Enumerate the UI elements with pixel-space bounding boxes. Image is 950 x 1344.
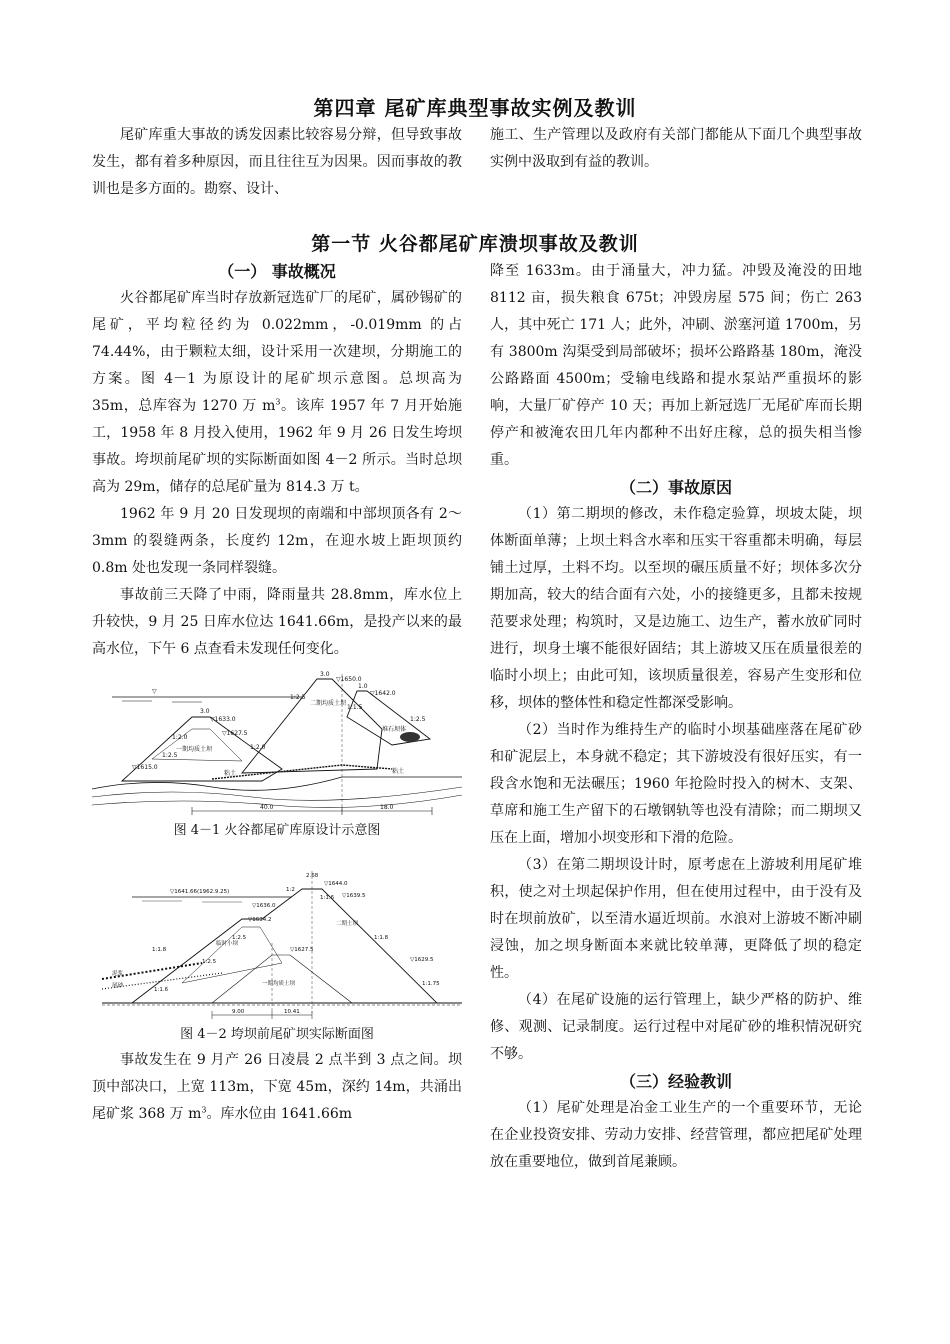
fig1-label: ▽1627.5: [222, 730, 248, 737]
fig2-label: 临时小坝: [216, 941, 239, 947]
svg-text:▽: ▽: [152, 688, 157, 695]
fig1-label: 粘土: [392, 768, 405, 775]
subsection-heading: （三）经验教训: [619, 1072, 732, 1091]
fig1-label: 1:2.0: [172, 734, 188, 741]
fig1-label: 40.0: [260, 804, 274, 811]
figure-4-2: [92, 863, 462, 1023]
fig2-label: ▽1627.5: [290, 947, 314, 953]
fig1-label: ▽1615.0: [132, 764, 158, 771]
paragraph: [92, 285, 462, 501]
fig1-label: 18.0: [380, 804, 394, 811]
fig1-label: 一期均质土坝: [176, 746, 213, 753]
fig2-label: ▽1629.5: [410, 957, 434, 963]
fig1-label: 3.0: [200, 708, 210, 715]
fig1-label: 1:2.5: [290, 694, 306, 701]
subsection-heading: （一） 事故概况: [218, 262, 336, 281]
fig1-label: 二期均质土坝: [310, 700, 347, 707]
fig1-label: 1:2.5: [162, 752, 178, 759]
fig1-label: 1:2.0: [250, 744, 266, 751]
fig2-label: 2.68: [306, 873, 319, 879]
figure-4-1-drawing: [92, 669, 462, 819]
fig2-label: 1:2.5: [202, 959, 217, 965]
left-column: [92, 258, 462, 1128]
superscript: 3: [275, 397, 281, 407]
paragraph: （2）当时作为维持生产的临时小坝基础座落在尾矿砂和矿泥层上，本身就不稳定；其下游坡没有很好压实，有一段含水饱和无法碾压；1960 年抢险时投入的树木、支架、草席和施工生产留下的石墩钢轨等也没有清除；而二期坝又压在上面，增加小坝变形和下滑的危险。: [490, 722, 862, 846]
fig1-label: ▽1642.0: [370, 690, 396, 697]
fig1-label: ▽1633.0: [210, 716, 236, 723]
fig1-label: 1:2.5: [410, 716, 426, 723]
intro-paragraph: 尾矿库重大事故的诱发因素比较容易分辩，但导致事故发生，都有着多种原因，而且往往互为因果。因而事故的教训也是多方面的。勘察、设计、: [92, 127, 462, 197]
fig1-label: ▽1650.0: [336, 676, 362, 683]
fig2-label: 二期土坝: [336, 921, 359, 927]
fig2-label: 一期均质土坝: [262, 981, 296, 987]
fig2-label: 1:1.75: [422, 981, 440, 987]
intro-left-column: [92, 122, 462, 203]
paragraph-text: 。库水位由 1641.66m: [206, 1106, 353, 1122]
fig2-label: 10.41: [284, 1009, 300, 1015]
fig2-label: ▽1641.66(1962.9.25): [170, 889, 230, 895]
fig1-label: 3.0: [320, 671, 330, 678]
fig2-label: ▽1634.2: [248, 917, 272, 923]
paragraph: （3）在第二期坝设计时，原考虑在上游坡利用尾矿堆积，使之对土坝起保护作用，但在使用过程中，由于没有及时在坝前放矿，以至清水逼近坝前。水浪对上游坡不断冲刷浸蚀，加之坝身断面本来就比较单薄，更降低了坝的稳定性。: [490, 857, 862, 981]
superscript: 3: [201, 1105, 207, 1115]
intro-right-column: [490, 122, 862, 176]
fig1-label: 1:1.5: [347, 704, 363, 711]
fig2-label: 1:2: [286, 887, 295, 893]
paragraph: （4）在尾矿设施的运行管理上，缺少严格的防护、维修、观测、记录制度。运行过程中对尾矿砂的堆积情况研究不够。: [490, 992, 862, 1062]
paragraph: 1962 年 9 月 20 日发现坝的南端和中部坝顶各有 2～3mm 的裂缝两条，长度约 12m，在迎水坡上距坝顶约 0.8m 处也发现一条同样裂缝。: [92, 506, 462, 576]
fig2-label: 1:1.6: [320, 895, 335, 901]
figure-4-1-caption: 图 4－1 火谷都尾矿库原设计示意图: [173, 823, 381, 838]
figure-4-1: [92, 669, 462, 819]
fig2-label: ▽1636.0: [252, 903, 276, 909]
fig2-label: ▽1644.0: [324, 881, 348, 887]
paragraph: 事故前三天降了中雨，降雨量共 28.8mm，库水位上升较快，9 月 25 日库水位达 1641.66m，是投产以来的最高水位，下午 6 点查看未发现任何变化。: [92, 587, 462, 657]
paragraph-text: 火谷都尾矿库当时存放新冠选矿厂的尾矿，属砂锡矿的尾矿，平均粒径约为 0.022mm，-0.019mm 的占 74.44%，由于颗粒太细，设计采用一次建坝，分期施工的方案。图 4－1 为原设计的尾矿坝示意图。总坝高为 35m，总库容为 1270 万 m: [92, 290, 462, 414]
paragraph-text: 事故发生在 9 月产 26 日凌晨 2 点半到 3 点之间。坝顶中部决口，上宽 113m，下宽 45m，深约 14m，共涌出尾矿浆 368 万 m: [92, 1052, 462, 1122]
right-column: [490, 258, 862, 1176]
chapter-title: 第四章 尾矿库典型事故实例及教训: [313, 96, 637, 120]
paragraph-text: 。该库 1957 年 7 月开始施工，1958 年 8 月投入使用，1962 年 9 月 26 日发生垮坝事故。垮坝前尾矿坝的实际断面如图 4－2 所示。当时总坝高为 29m，储存的总尾矿量为 814.3 万 t。: [92, 398, 462, 495]
fig1-label: 堆石坝体: [382, 726, 407, 733]
intro-paragraph-continued: 施工、生产管理以及政府有关部门都能从下面几个典型事故实例中汲取到有益的教训。: [490, 127, 862, 170]
fig1-label: 1.0: [358, 683, 368, 690]
figure-4-2-caption: 图 4－2 垮坝前尾矿坝实际断面图: [180, 1027, 374, 1042]
fig2-label: 1:1.6: [154, 987, 169, 993]
fig2-label: 1:2.5: [232, 935, 247, 941]
paragraph: [92, 1047, 462, 1128]
fig1-label: 粘土: [224, 770, 237, 777]
paragraph: （1）第二期坝的修改，未作稳定验算，坝坡太陡，坝体断面单薄；上坝土料含水率和压实干容重都未明确，每层铺土过厚，土料不均。以至坝的碾压质量不好；坝体多次分期加高，较大的结合面有六处，小的接缝更多，且都未按规范要求处理；构筑时，又是边施工、边生产，蓄水放矿同时进行，坝身土壤不能很好固结；其上游坡又压在质量很差的临时小坝上；由此可知，该坝质量很差，容易产生变形和位移，坝体的整体性和稳定性都深受影响。: [490, 506, 862, 711]
figure-4-2-drawing: [92, 863, 462, 1023]
paragraph-continued: 降至 1633m。由于涌量大，冲力猛。冲毁及淹没的田地 8112 亩，损失粮食 675t；冲毁房屋 575 间；伤亡 263 人，其中死亡 171 人；此外，冲刷、淤塞河道 1700m，另有 3800m 沟渠受到局部破坏；损坏公路路基 180m，淹没公路路面 4500m；受输电线路和提水泵站严重损坏的影响，大量厂矿停产 10 天；再加上新冠选厂无尾矿库而长期停产和被淹农田几年内都种不出好庄稼，总的损失相当惨重。: [490, 263, 862, 468]
fig2-label: 1:1.8: [374, 935, 389, 941]
section-title: 第一节 火谷都尾矿库溃坝事故及教训: [311, 233, 639, 255]
fig2-label: 1:1.8: [152, 947, 167, 953]
fig2-label: 9.00: [232, 1009, 245, 1015]
fig2-label: ▽1639.5: [342, 893, 366, 899]
fig2-label: 泥浆: [112, 971, 124, 977]
fig2-label: 尾砂: [112, 983, 124, 989]
subsection-heading: （二）事故原因: [619, 478, 732, 497]
paragraph: （1）尾矿处理是冶金工业生产的一个重要环节，无论在企业投资安排、劳动力安排、经营管理，都应把尾矿处理放在重要地位，做到首尾兼顾。: [490, 1100, 862, 1170]
